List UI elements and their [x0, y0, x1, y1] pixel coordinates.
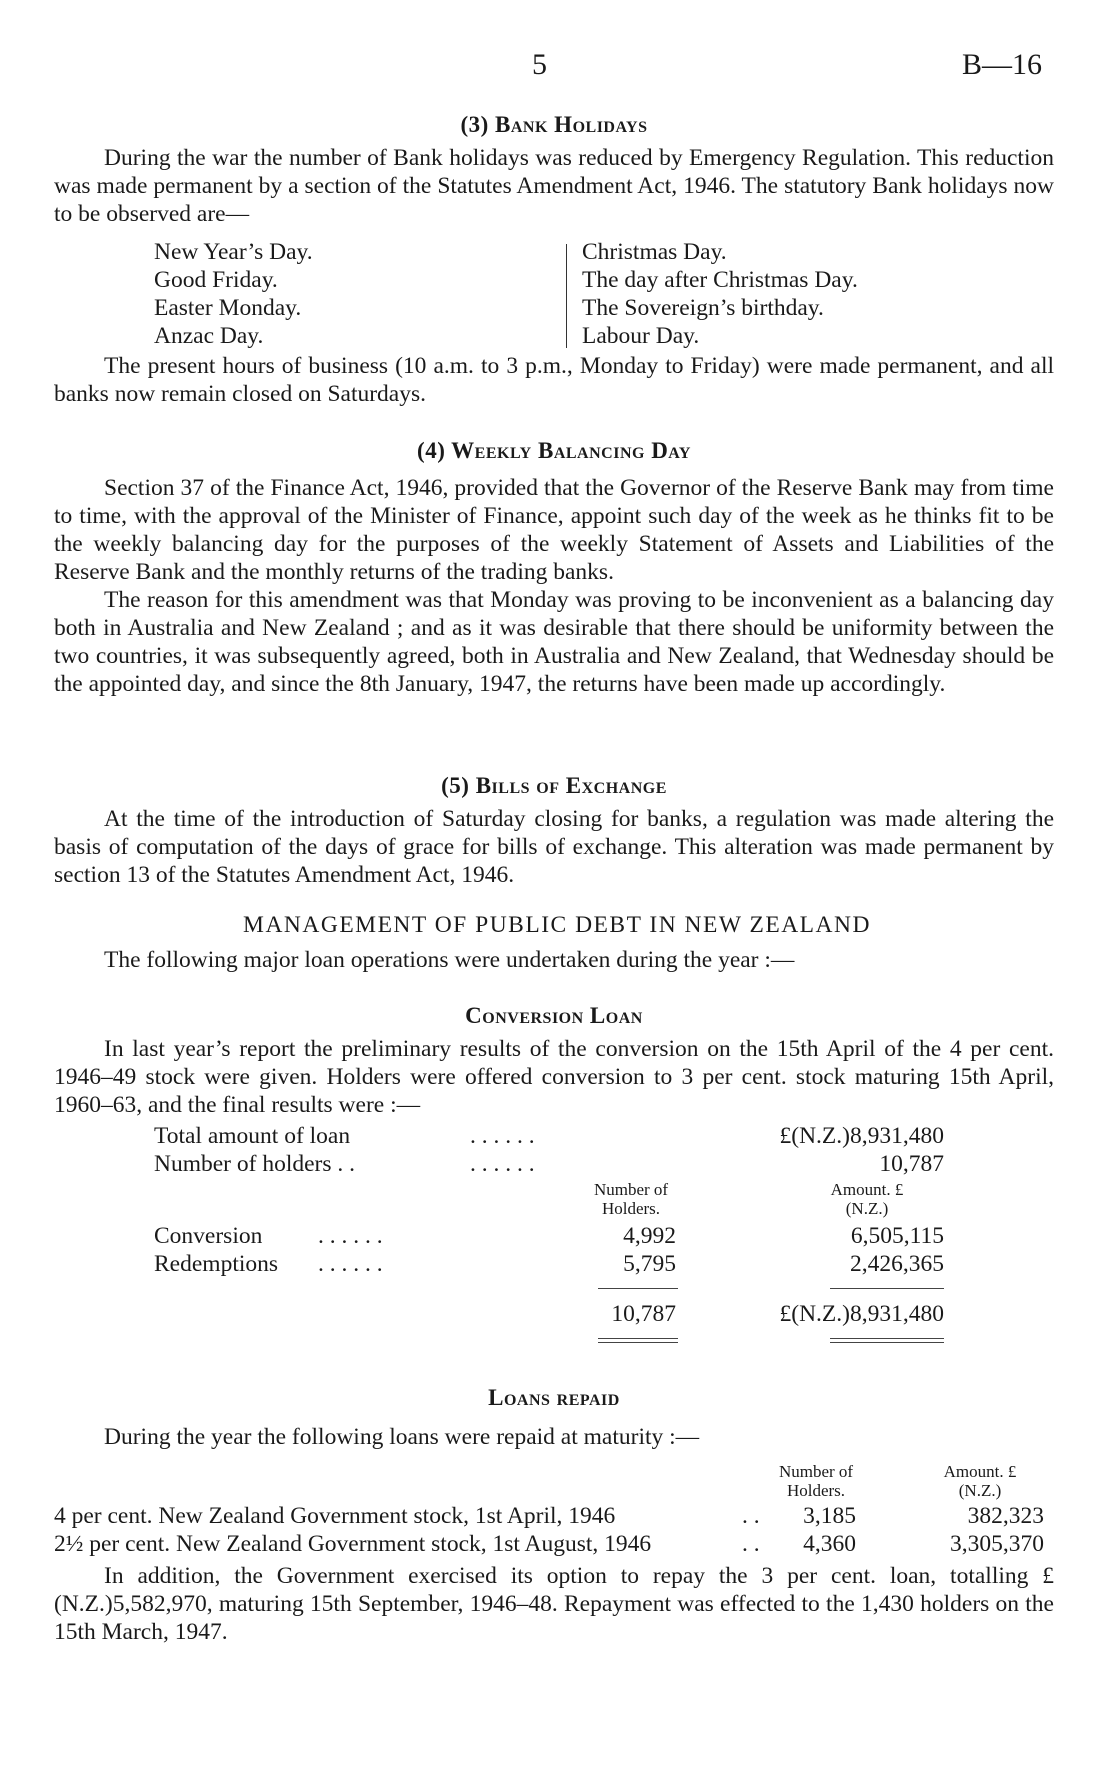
number-of-holders-label: Number of holders . .	[154, 1151, 356, 1177]
holiday-list-right	[582, 238, 858, 350]
holiday-item: Christmas Day.	[582, 239, 727, 265]
leader-dots: . .	[742, 1531, 760, 1557]
redemptions-row-holders: 5,795	[623, 1251, 676, 1277]
total-double-rule-amount	[830, 1338, 944, 1343]
loans-repaid-closing: In addition, the Government exercised its option to repay the 3 per cent. loan, totalling £(N.Z.)5,582,970, maturing 15th September, 1946–48. Repayment was effected to the 1,430 holders on the 15th March, 1947.	[54, 1563, 1054, 1645]
loan-row-label: 2½ per cent. New Zealand Government stock, 1st August, 1946	[54, 1531, 652, 1557]
holiday-item: Good Friday.	[154, 267, 278, 293]
bills-of-exchange-section	[54, 773, 1054, 889]
leader-dots: . . . . . .	[318, 1223, 383, 1249]
bills-of-exchange-text: At the time of the introduction of Saturday closing for banks, a regulation was made altering the basis of computation of the days of grace for bills of exchange. This alteration was made permanent by section 13 of the Statutes Amendment Act, 1946.	[54, 806, 1054, 888]
holiday-item: Easter Monday.	[154, 295, 302, 321]
bank-holidays-heading: (3) Bank Holidays	[460, 112, 648, 137]
bank-holidays-intro: During the war the number of Bank holidays was reduced by Emergency Regulation. This reduction was made permanent by a section of the Statutes Amendment Act, 1946. The statutory Bank holidays now to be observed are—	[54, 145, 1054, 227]
loan-row-amount: 3,305,370	[950, 1531, 1044, 1557]
public-debt-intro-block	[54, 946, 1054, 974]
holiday-list-divider	[566, 244, 567, 348]
loan-row-label: 4 per cent. New Zealand Government stock, 1st April, 1946	[54, 1503, 616, 1529]
loans-column-header-amount: Amount. £(N.Z.)	[943, 1462, 1017, 1500]
total-loan-value: £(N.Z.)8,931,480	[779, 1123, 944, 1149]
page-header	[0, 48, 1114, 88]
conversion-loan-section	[54, 1003, 1054, 1119]
conversion-row-label: Conversion	[154, 1223, 263, 1249]
number-of-holders-value: 10,787	[879, 1151, 944, 1177]
loan-row-amount: 382,323	[967, 1503, 1044, 1529]
holiday-item: The day after Christmas Day.	[582, 267, 858, 293]
loans-repaid-intro: During the year the following loans were repaid at maturity :—	[104, 1424, 700, 1450]
weekly-balancing-para1: Section 37 of the Finance Act, 1946, provided that the Governor of the Reserve Bank may from time to time, with the approval of the Minister of Finance, appoint such day of the week as he thinks fit to be the weekly balancing day for the purposes of the weekly Statement of Assets and Liabilities of the Reserve Bank and the monthly returns of the trading banks.	[54, 475, 1054, 585]
bank-hours-paragraph	[54, 352, 1054, 408]
bank-hours-text: The present hours of business (10 a.m. to 3 p.m., Monday to Friday) were made permanent, and all banks now remain closed on Saturdays.	[54, 353, 1054, 407]
bills-of-exchange-heading: (5) Bills of Exchange	[441, 773, 667, 798]
document-reference: B—16	[962, 48, 1043, 81]
total-loan-label: Total amount of loan	[154, 1123, 351, 1149]
leader-dots: . . . . . .	[318, 1251, 383, 1277]
total-double-rule-holders	[598, 1338, 678, 1343]
column-header-amount: Amount. £(N.Z.)	[830, 1180, 904, 1218]
loans-repaid-heading: Loans repaid	[488, 1385, 620, 1410]
holiday-list-left	[154, 238, 313, 350]
weekly-balancing-heading: (4) Weekly Balancing Day	[417, 438, 691, 463]
column-header-holders: Number of Holders.	[593, 1180, 669, 1218]
loans-repaid-section	[54, 1385, 1054, 1451]
subtotal-rule-holders	[598, 1288, 678, 1289]
public-debt-title: MANAGEMENT OF PUBLIC DEBT IN NEW ZEALAND	[243, 912, 871, 938]
leader-dots: . . . . . .	[470, 1151, 535, 1177]
holiday-item: The Sovereign’s birthday.	[582, 295, 824, 321]
holiday-item: Labour Day.	[582, 323, 700, 349]
leader-dots: . .	[742, 1503, 760, 1529]
weekly-balancing-section	[54, 438, 1054, 698]
weekly-balancing-para2: The reason for this amendment was that Monday was proving to be inconvenient as a balancing day both in Australia and New Zealand ; and as it was desirable that there should be uniformity between the two countries, it was subsequently agreed, both in Australia and New Zealand, that Wednesday should be the appointed day, and since the 8th January, 1947, the returns have been made up accordingly.	[54, 587, 1054, 697]
conversion-row-holders: 4,992	[623, 1223, 676, 1249]
sum-amount: £(N.Z.)8,931,480	[779, 1301, 944, 1327]
leader-dots: . . . . . .	[470, 1123, 535, 1149]
holiday-item: New Year’s Day.	[154, 239, 313, 265]
page-number: 5	[532, 48, 547, 81]
loan-row-holders: 3,185	[803, 1503, 856, 1529]
loans-repaid-closing-block	[54, 1562, 1054, 1646]
holiday-item: Anzac Day.	[154, 323, 264, 349]
public-debt-intro: The following major loan operations were undertaken during the year :—	[104, 947, 795, 973]
conversion-loan-heading: Conversion Loan	[465, 1003, 643, 1028]
subtotal-rule-amount	[830, 1288, 944, 1289]
conversion-row-amount: 6,505,115	[850, 1223, 944, 1249]
conversion-loan-text: In last year’s report the preliminary results of the conversion on the 15th April of the 4 per cent. 1946–49 stock were given. Holders were offered conversion to 3 per cent. stock maturing 15th April, 1960–63, and the final results were :—	[54, 1036, 1054, 1118]
redemptions-row-amount: 2,426,365	[850, 1251, 944, 1277]
redemptions-row-label: Redemptions	[154, 1251, 279, 1277]
bank-holidays-section	[54, 112, 1054, 228]
loan-row-holders: 4,360	[803, 1531, 856, 1557]
sum-holders: 10,787	[611, 1301, 676, 1327]
loans-column-header-holders: Number of Holders.	[778, 1462, 854, 1500]
